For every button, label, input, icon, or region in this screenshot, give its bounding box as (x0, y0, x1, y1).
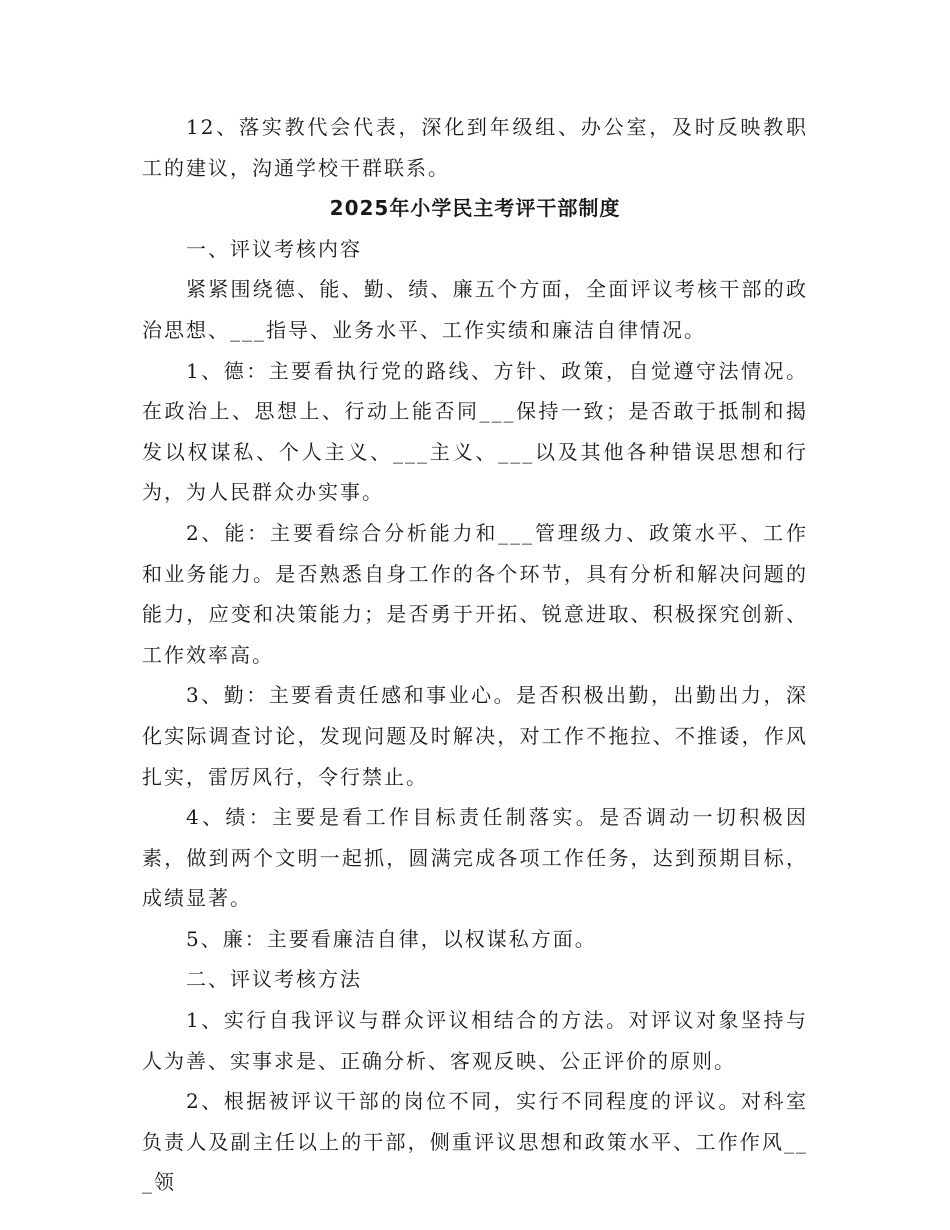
item-lian-paragraph: 5、廉：主要看廉洁自律，以权谋私方面。 (186, 926, 597, 951)
item-ji-paragraph: 4、绩：主要是看工作目标责任制落实。是否调动一切积极因素，做到两个文明一起抓，圆满完成各项工作任务，达到预期目标，成绩显著。 (142, 805, 808, 911)
item-neng-paragraph: 2、能：主要看综合分析能力和___管理级力、政策水平、工作和业务能力。是否熟悉自身工作的各个环节，具有分析和解决问题的能力，应变和决策能力；是否勇于开拓、锐意进取、积极探究创新、工作效率高。 (142, 520, 808, 667)
method-2-paragraph: 2、根据被评议干部的岗位不同，实行不同程度的评议。对科室负责人及副主任以上的干部，侧重评议思想和政策水平、工作作风___领 (142, 1089, 808, 1195)
document-title: 2025年小学民主考评干部制度 (329, 196, 621, 221)
section-2-heading: 二、评议考核方法 (186, 967, 362, 992)
item-de-paragraph: 1、德：主要看执行党的路线、方针、政策，自觉遵守法情况。在政治上、思想上、行动上能否同___保持一致；是否敢于抵制和揭发以权谋私、个人主义、___主义、___以及其他各种错误思想和行为，为人民群众办实事。 (142, 358, 808, 505)
item-qin-paragraph: 3、勤：主要看责任感和事业心。是否积极出勤，出勤出力，深化实际调查讨论，发现问题及时解决，对工作不拖拉、不推诿，作风扎实，雷厉风行，令行禁止。 (142, 683, 808, 789)
method-1-paragraph: 1、实行自我评议与群众评议相结合的方法。对评议对象坚持与人为善、实事求是、正确分析、客观反映、公正评价的原则。 (142, 1008, 808, 1073)
section-1-heading: 一、评议考核内容 (186, 236, 362, 261)
intro-paragraph: 12、落实教代会代表，深化到年级组、办公室，及时反映教职工的建议，沟通学校干群联系。 (142, 115, 808, 180)
section-1-intro: 紧紧围绕德、能、勤、绩、廉五个方面，全面评议考核干部的政治思想、___指导、业务水平、工作实绩和廉洁自律情况。 (142, 277, 808, 342)
document-page (142, 107, 808, 1203)
